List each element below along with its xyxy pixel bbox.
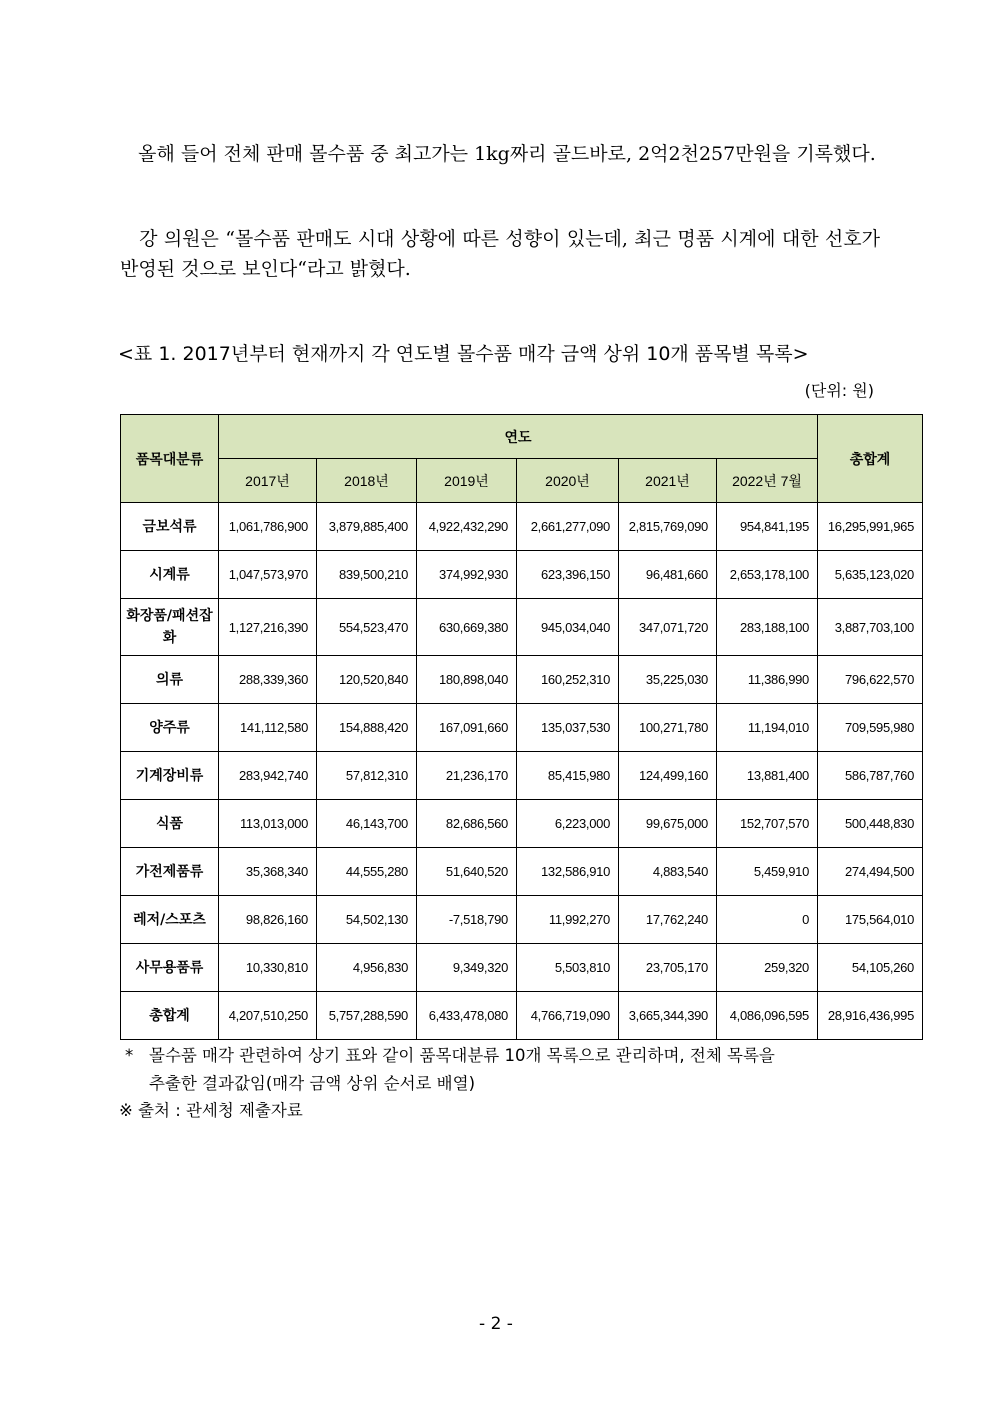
table-row	[121, 848, 923, 896]
cell-value: 3,879,885,400	[317, 503, 417, 551]
cell-value: 630,669,380	[417, 599, 517, 656]
cell-value: 120,520,840	[317, 656, 417, 704]
row-total: 796,622,570	[818, 656, 923, 704]
table-row	[121, 503, 923, 551]
table-row	[121, 704, 923, 752]
cell-value: 4,766,719,090	[517, 992, 619, 1040]
row-total: 5,635,123,020	[818, 551, 923, 599]
cell-value: 2,653,178,100	[717, 551, 818, 599]
row-total: 709,595,980	[818, 704, 923, 752]
row-total: 54,105,260	[818, 944, 923, 992]
source-note: ※ 출처 : 관세청 제출자료	[119, 1101, 303, 1120]
cell-value: 98,826,160	[219, 896, 317, 944]
table-row	[121, 944, 923, 992]
cell-value: 259,320	[717, 944, 818, 992]
header-year-3: 2020년	[517, 459, 619, 503]
row-total: 274,494,500	[818, 848, 923, 896]
cell-value: 5,503,810	[517, 944, 619, 992]
cell-value: 554,523,470	[317, 599, 417, 656]
cell-value: 954,841,195	[717, 503, 818, 551]
table-row	[121, 800, 923, 848]
cell-value: 0	[717, 896, 818, 944]
cell-value: 9,349,320	[417, 944, 517, 992]
cell-value: 23,705,170	[619, 944, 717, 992]
cell-value: 13,881,400	[717, 752, 818, 800]
cell-value: 152,707,570	[717, 800, 818, 848]
table-row	[121, 896, 923, 944]
cell-value: 82,686,560	[417, 800, 517, 848]
cell-value: 21,236,170	[417, 752, 517, 800]
cell-value: 6,433,478,080	[417, 992, 517, 1040]
cell-value: 160,252,310	[517, 656, 619, 704]
cell-value: 3,665,344,390	[619, 992, 717, 1040]
cell-value: 5,459,910	[717, 848, 818, 896]
cell-value: 10,330,810	[219, 944, 317, 992]
table-row	[121, 992, 923, 1040]
cell-value: 4,207,510,250	[219, 992, 317, 1040]
row-total: 500,448,830	[818, 800, 923, 848]
cell-value: 288,339,360	[219, 656, 317, 704]
row-category: 총합계	[121, 992, 219, 1040]
cell-value: 347,071,720	[619, 599, 717, 656]
sales-table	[120, 414, 923, 1040]
cell-value: 113,013,000	[219, 800, 317, 848]
header-total: 총합계	[818, 415, 923, 503]
cell-value: 945,034,040	[517, 599, 619, 656]
cell-value: 839,500,210	[317, 551, 417, 599]
cell-value: 46,143,700	[317, 800, 417, 848]
cell-value: 5,757,288,590	[317, 992, 417, 1040]
cell-value: 4,922,432,290	[417, 503, 517, 551]
page-number: - 2 -	[479, 1314, 513, 1334]
cell-value: 4,956,830	[317, 944, 417, 992]
cell-value: 283,188,100	[717, 599, 818, 656]
cell-value: 283,942,740	[219, 752, 317, 800]
cell-value: 100,271,780	[619, 704, 717, 752]
cell-value: 85,415,980	[517, 752, 619, 800]
row-total: 16,295,991,965	[818, 503, 923, 551]
paragraph-1-text: 올해 들어 전체 판매 몰수품 중 최고가는 1kg짜리 골드바로, 2억2천257만원을 기록했다.	[138, 143, 876, 165]
cell-value: 35,225,030	[619, 656, 717, 704]
cell-value: 1,047,573,970	[219, 551, 317, 599]
table-row	[121, 656, 923, 704]
row-total: 586,787,760	[818, 752, 923, 800]
cell-value: 623,396,150	[517, 551, 619, 599]
row-category: 가전제품류	[121, 848, 219, 896]
row-total: 3,887,703,100	[818, 599, 923, 656]
cell-value: 11,194,010	[717, 704, 818, 752]
cell-value: 35,368,340	[219, 848, 317, 896]
cell-value: -7,518,790	[417, 896, 517, 944]
cell-value: 374,992,930	[417, 551, 517, 599]
footnote-line-1: 몰수품 매각 관련하여 상기 표와 같이 품목대분류 10개 목록으로 관리하며, 전체 목록을	[149, 1046, 775, 1065]
header-year-group: 연도	[219, 415, 818, 459]
cell-value: 180,898,040	[417, 656, 517, 704]
cell-value: 141,112,580	[219, 704, 317, 752]
unit-label: (단위: 원)	[804, 381, 874, 400]
header-year-2: 2019년	[417, 459, 517, 503]
header-year-0: 2017년	[219, 459, 317, 503]
footnote-asterisk: *	[125, 1046, 134, 1065]
paragraph-2	[120, 224, 880, 284]
cell-value: 57,812,310	[317, 752, 417, 800]
cell-value: 11,386,990	[717, 656, 818, 704]
row-category: 의류	[121, 656, 219, 704]
cell-value: 1,061,786,900	[219, 503, 317, 551]
cell-value: 51,640,520	[417, 848, 517, 896]
cell-value: 44,555,280	[317, 848, 417, 896]
cell-value: 167,091,660	[417, 704, 517, 752]
row-category: 레저/스포츠	[121, 896, 219, 944]
row-category: 시계류	[121, 551, 219, 599]
row-category: 양주류	[121, 704, 219, 752]
cell-value: 96,481,660	[619, 551, 717, 599]
table-caption: <표 1. 2017년부터 현재까지 각 연도별 몰수품 매각 금액 상위 10개 품목별 목록>	[118, 343, 809, 365]
table-footnote	[125, 1042, 885, 1098]
cell-value: 6,223,000	[517, 800, 619, 848]
cell-value: 154,888,420	[317, 704, 417, 752]
row-category: 식품	[121, 800, 219, 848]
cell-value: 2,815,769,090	[619, 503, 717, 551]
header-year-1: 2018년	[317, 459, 417, 503]
cell-value: 4,883,540	[619, 848, 717, 896]
row-total: 28,916,436,995	[818, 992, 923, 1040]
row-category: 금보석류	[121, 503, 219, 551]
paragraph-2-text: 강 의원은 “몰수품 판매도 시대 상황에 따른 성향이 있는데, 최근 명품 시계에 대한 선호가 반영된 것으로 보인다“라고 밝혔다.	[120, 228, 880, 280]
header-year-4: 2021년	[619, 459, 717, 503]
footnote-line-2: 추출한 결과값임(매각 금액 상위 순서로 배열)	[149, 1074, 476, 1093]
row-category: 화장품/패션잡화	[121, 599, 219, 656]
header-category: 품목대분류	[121, 415, 219, 503]
cell-value: 17,762,240	[619, 896, 717, 944]
paragraph-1	[120, 139, 880, 169]
row-total: 175,564,010	[818, 896, 923, 944]
cell-value: 132,586,910	[517, 848, 619, 896]
cell-value: 4,086,096,595	[717, 992, 818, 1040]
table-row	[121, 599, 923, 656]
cell-value: 2,661,277,090	[517, 503, 619, 551]
table-row	[121, 752, 923, 800]
row-category: 사무용품류	[121, 944, 219, 992]
cell-value: 135,037,530	[517, 704, 619, 752]
table-row	[121, 551, 923, 599]
cell-value: 1,127,216,390	[219, 599, 317, 656]
cell-value: 54,502,130	[317, 896, 417, 944]
cell-value: 99,675,000	[619, 800, 717, 848]
row-category: 기계장비류	[121, 752, 219, 800]
header-year-5: 2022년 7월	[717, 459, 818, 503]
cell-value: 124,499,160	[619, 752, 717, 800]
cell-value: 11,992,270	[517, 896, 619, 944]
